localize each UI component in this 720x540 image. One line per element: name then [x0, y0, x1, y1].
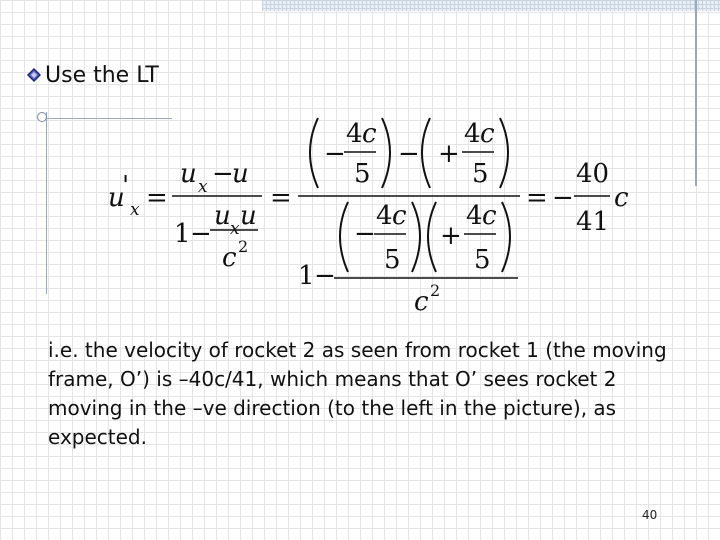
diamond-bullet-icon [26, 64, 42, 80]
svg-text:−: − [314, 261, 336, 291]
lorentz-velocity-equation [102, 112, 642, 317]
svg-text:c: c [480, 119, 495, 149]
svg-text:2: 2 [238, 237, 249, 256]
svg-text:−: − [190, 219, 212, 249]
slide-heading [26, 63, 159, 88]
svg-text:−: − [324, 139, 346, 169]
svg-text:c: c [222, 243, 237, 273]
explanation-text: i.e. the velocity of rocket 2 as seen from rocket 1 (the moving frame, O’) is –40c/41, which means that O’ sees rocket 2 moving in the –ve direction (to the left in the picture), as expected. [48, 338, 667, 449]
svg-text:c: c [392, 201, 407, 231]
svg-text:5: 5 [474, 245, 491, 275]
svg-text:1: 1 [298, 261, 315, 291]
left-decor-rule [46, 112, 47, 294]
svg-text:1: 1 [174, 219, 191, 249]
svg-text:': ' [122, 171, 130, 201]
svg-text:40: 40 [576, 159, 610, 189]
svg-text:5: 5 [354, 159, 371, 189]
svg-text:x: x [198, 177, 208, 197]
right-decor-rule [695, 0, 697, 186]
svg-text:−: − [354, 219, 376, 249]
svg-text:c: c [482, 201, 497, 231]
svg-text:c: c [414, 287, 429, 317]
svg-text:u: u [180, 159, 197, 189]
svg-text:u: u [240, 201, 257, 231]
svg-text:−: − [398, 139, 420, 169]
svg-text:=: = [270, 183, 292, 213]
svg-text:=: = [146, 183, 168, 213]
svg-text:5: 5 [472, 159, 489, 189]
svg-text:u: u [214, 201, 231, 231]
svg-text:u: u [232, 159, 249, 189]
svg-text:2: 2 [430, 281, 441, 300]
svg-text:+: + [438, 139, 460, 169]
svg-text:c: c [362, 119, 377, 149]
svg-text:41: 41 [576, 207, 610, 237]
svg-text:4: 4 [376, 201, 393, 231]
svg-text:4: 4 [346, 119, 363, 149]
svg-text:=: = [526, 183, 548, 213]
heading-text: Use the LT [45, 63, 159, 88]
page-number: 40 [642, 508, 658, 522]
svg-text:c: c [614, 183, 629, 213]
svg-text:u: u [108, 183, 125, 213]
svg-text:4: 4 [464, 119, 481, 149]
svg-text:4: 4 [466, 201, 483, 231]
svg-text:x: x [230, 219, 240, 239]
decor-circle [37, 112, 47, 122]
svg-text:x: x [130, 200, 140, 220]
svg-text:5: 5 [384, 245, 401, 275]
svg-text:−: − [212, 159, 234, 189]
svg-text:+: + [440, 221, 462, 251]
top-decor-band [262, 0, 720, 11]
svg-text:−: − [552, 183, 574, 213]
